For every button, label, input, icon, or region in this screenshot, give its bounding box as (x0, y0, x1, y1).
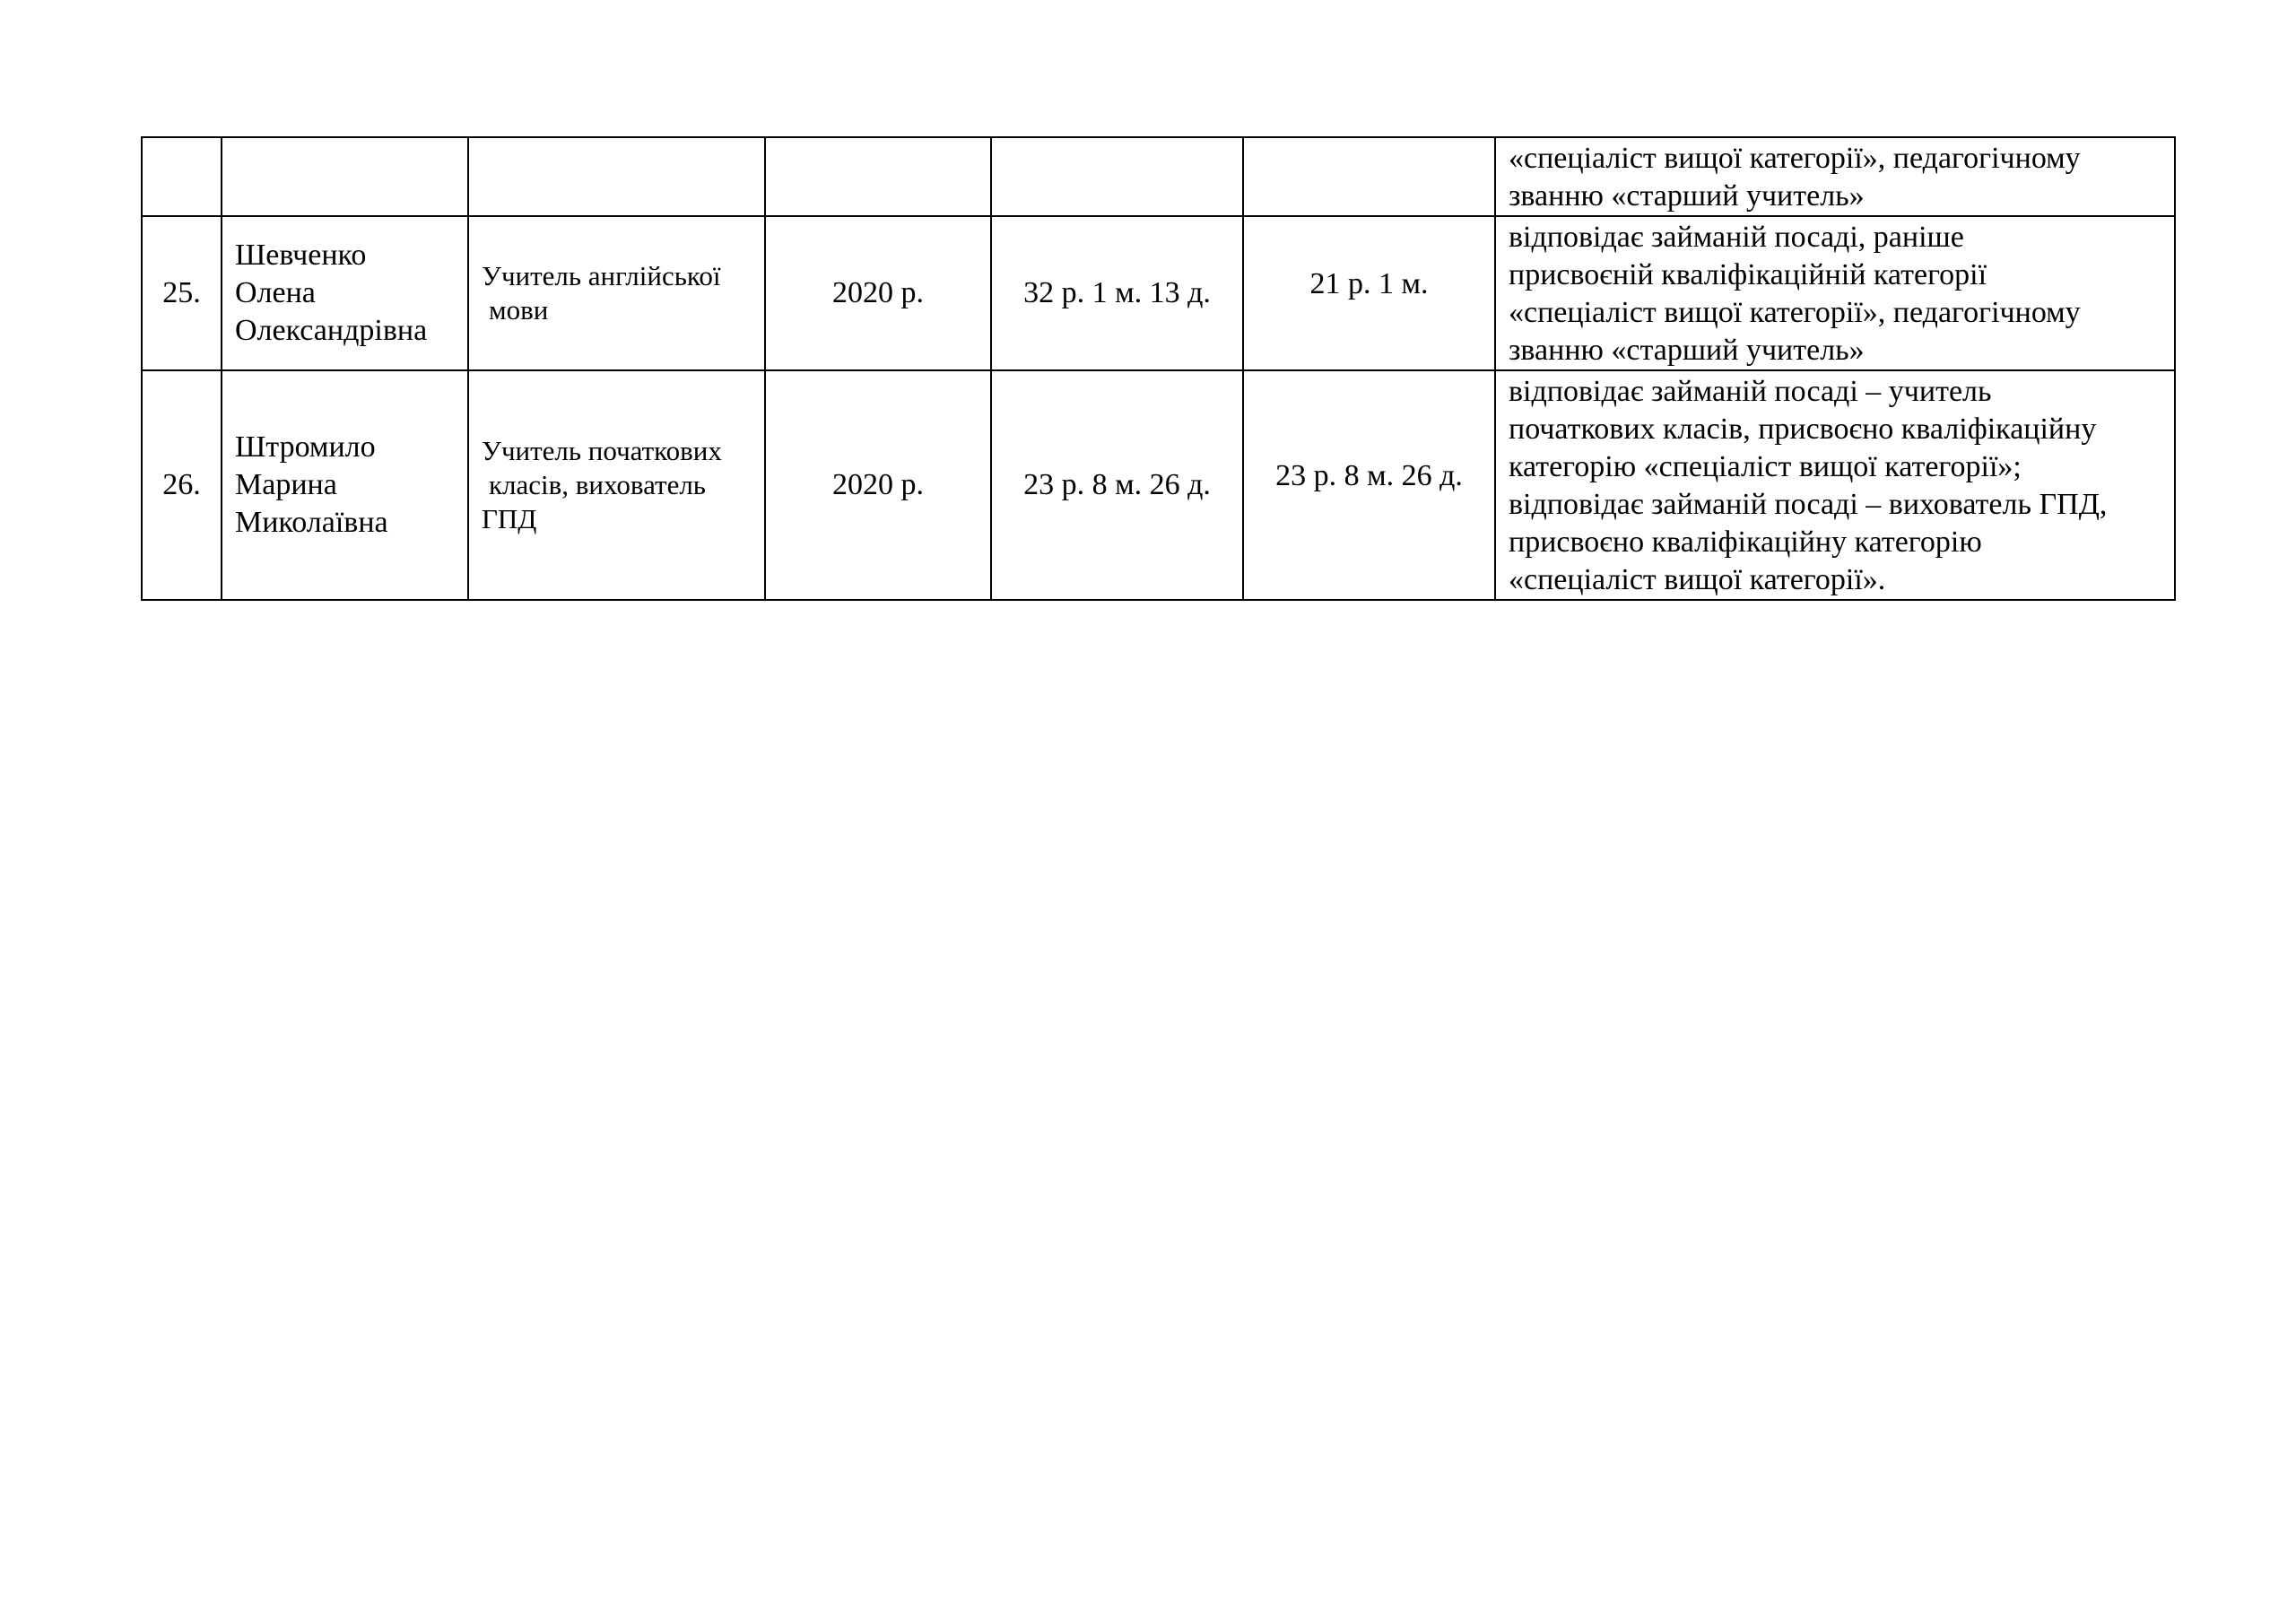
pedagogical-experience: 21 р. 1 м. (1309, 267, 1429, 300)
position-line: Учитель англійської (482, 260, 721, 291)
position-cell (468, 137, 765, 216)
total-experience: 23 р. 8 м. 26 д. (1023, 468, 1211, 501)
first-name: Марина (235, 468, 337, 501)
result-line: «спеціаліст вищої категорії», педагогічному (1509, 142, 2081, 175)
attestation-year: 2020 р. (832, 276, 924, 309)
result-cell (1495, 370, 2175, 600)
year-cell (765, 216, 991, 370)
result-line: званню «старший учитель» (1509, 334, 1865, 367)
ped-experience-cell (1243, 370, 1495, 600)
row-number: 25. (162, 276, 201, 309)
surname: Штромило (235, 430, 376, 464)
attestation-year: 2020 р. (832, 468, 924, 501)
pedagogical-experience: 23 р. 8 м. 26 д. (1275, 459, 1463, 492)
total-experience: 32 р. 1 м. 13 д. (1023, 276, 1211, 309)
position-line: ГПД (482, 503, 537, 534)
result-line: «спеціаліст вищої категорії», педагогічному (1509, 296, 2081, 329)
result-line: присвоєній кваліфікаційній категорії (1509, 258, 1987, 291)
name-cell (222, 137, 468, 216)
result-line: категорію «спеціаліст вищої категорії»; (1509, 450, 2022, 483)
year-cell (765, 137, 991, 216)
result-line: «спеціаліст вищої категорії». (1509, 563, 1886, 596)
table-row (142, 370, 2175, 600)
experience-cell (991, 370, 1243, 600)
position-line: класів, вихователь (489, 469, 706, 500)
row-number-cell (142, 137, 222, 216)
result-line: присвоєно кваліфікаційну категорію (1509, 525, 1982, 559)
table-row (142, 216, 2175, 370)
first-name: Олена (235, 276, 316, 309)
position-line: Учитель початкових (482, 435, 722, 466)
year-cell (765, 370, 991, 600)
table-row (142, 137, 2175, 216)
position-line: мови (489, 294, 549, 326)
position-cell (468, 216, 765, 370)
row-number-cell (142, 370, 222, 600)
result-cell (1495, 137, 2175, 216)
result-line: відповідає займаній посаді, раніше (1509, 221, 1964, 254)
name-cell (222, 370, 468, 600)
patronymic: Олександрівна (235, 314, 428, 347)
patronymic: Миколаївна (235, 506, 388, 539)
row-number-cell (142, 216, 222, 370)
surname: Шевченко (235, 239, 367, 272)
result-cell (1495, 216, 2175, 370)
name-cell (222, 216, 468, 370)
result-line: початкових класів, присвоєно кваліфікаційну (1509, 413, 2097, 446)
ped-experience-cell (1243, 216, 1495, 370)
result-line: званню «старший учитель» (1509, 179, 1865, 213)
result-line: відповідає займаній посаді – вихователь ГПД, (1509, 488, 2108, 521)
position-cell (468, 370, 765, 600)
experience-cell (991, 216, 1243, 370)
ped-experience-cell (1243, 137, 1495, 216)
attestation-table (141, 136, 2176, 601)
result-line: відповідає займаній посаді – учитель (1509, 375, 1992, 408)
experience-cell (991, 137, 1243, 216)
row-number: 26. (162, 468, 201, 501)
